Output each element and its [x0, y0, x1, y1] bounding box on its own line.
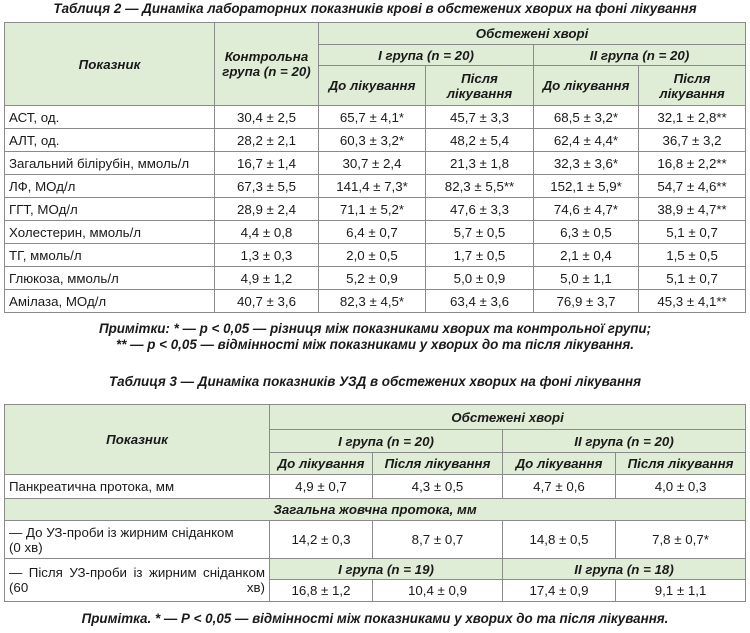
table2-cell-g1-after: 5,7 ± 0,5: [426, 221, 534, 244]
table2-row-name: ЛФ, МОд/л: [5, 175, 215, 198]
table2-cell-control: 16,7 ± 1,4: [215, 152, 319, 175]
table2-cell-control: 40,7 ± 3,6: [215, 290, 319, 313]
table3-header-g1-after: Після лікування: [373, 453, 503, 475]
table2-cell-g1-after: 21,3 ± 1,8: [426, 152, 534, 175]
table2-cell-g2-before: 152,1 ± 5,9*: [534, 175, 639, 198]
table2-cell-control: 1,3 ± 0,3: [215, 244, 319, 267]
table2-row-name: ТГ, ммоль/л: [5, 244, 215, 267]
table2-cell-g1-after: 47,6 ± 3,3: [426, 198, 534, 221]
table3-pancreatic-g1-after: 4,3 ± 0,5: [373, 475, 503, 499]
table2-cell-g2-after: 32,1 ± 2,8**: [639, 106, 746, 129]
table2-cell-g1-before: 141,4 ± 7,3*: [319, 175, 426, 198]
table2-cell-g1-before: 6,4 ± 0,7: [319, 221, 426, 244]
table2-cell-g2-after: 1,5 ± 0,5: [639, 244, 746, 267]
table2-cell-control: 30,4 ± 2,5: [215, 106, 319, 129]
table2-cell-g1-after: 45,7 ± 3,3: [426, 106, 534, 129]
table3-note: Примітка. * — Р < 0,05 — відмінності між показниками у хворих до та після лікування.: [81, 611, 669, 626]
table2-row: [5, 290, 746, 313]
table2-header-group1: I група (n = 20): [319, 45, 534, 66]
table2-row: [5, 244, 746, 267]
table2: [4, 22, 746, 313]
table2-row: [5, 267, 746, 290]
table2-cell-g2-before: 68,5 ± 3,2*: [534, 106, 639, 129]
table2-row: [5, 106, 746, 129]
table2-cell-g2-before: 32,3 ± 3,6*: [534, 152, 639, 175]
table3-after-test-name-text: — Після УЗ-проби із жирним сніданком (60 хв): [9, 565, 265, 595]
table2-row-name: Загальний білірубін, ммоль/л: [5, 152, 215, 175]
table3-header-g2-after: Після лікування: [616, 453, 746, 475]
table2-cell-g1-before: 82,3 ± 4,5*: [319, 290, 426, 313]
table3-pancreatic-g1-before: 4,9 ± 0,7: [270, 475, 373, 499]
table3-before-test-g1-before: 14,2 ± 0,3: [270, 521, 373, 559]
table3-bile-section: Загальна жовчна протока, мм: [5, 499, 746, 521]
table2-row: [5, 152, 746, 175]
table2-cell-g1-before: 2,0 ± 0,5: [319, 244, 426, 267]
table2-cell-g2-before: 74,6 ± 4,7*: [534, 198, 639, 221]
table3-after-test-g1-after: 10,4 ± 0,9: [373, 580, 503, 602]
table2-note-line1: Примітки: * — р < 0,05 — різниця між показниками хворих та контрольної групи;: [98, 321, 652, 336]
table2-cell-g2-after: 45,3 ± 4,1**: [639, 290, 746, 313]
table2-cell-control: 28,9 ± 2,4: [215, 198, 319, 221]
table2-caption: Таблиця 2 — Динаміка лабораторних показників крові в обстежених хворих на фоні лікування: [53, 1, 697, 16]
table2-cell-g1-before: 30,7 ± 2,4: [319, 152, 426, 175]
table3-pancreatic-g2-after: 4,0 ± 0,3: [616, 475, 746, 499]
table2-cell-g2-after: 16,8 ± 2,2**: [639, 152, 746, 175]
table3: [4, 404, 746, 602]
table3-before-test-name-line2: (0 хв): [9, 539, 43, 555]
table3-pancreatic-g2-before: 4,7 ± 0,6: [503, 475, 616, 499]
table2-cell-g2-before: 2,1 ± 0,4: [534, 244, 639, 267]
table3-header-examined: Обстежені хворі: [270, 405, 746, 430]
table3-row-before-test: [5, 521, 746, 559]
table2-cell-g1-before: 5,2 ± 0,9: [319, 267, 426, 290]
table2-cell-control: 4,9 ± 1,2: [215, 267, 319, 290]
table2-header-group2: II група (n = 20): [534, 45, 746, 66]
table2-cell-control: 4,4 ± 0,8: [215, 221, 319, 244]
table2-cell-g2-before: 5,0 ± 1,1: [534, 267, 639, 290]
table2-row: [5, 175, 746, 198]
table2-header-control: Контрольна група (n = 20): [215, 23, 319, 106]
table2-row-name: ГГТ, МОд/л: [5, 198, 215, 221]
table2-cell-g2-after: 36,7 ± 3,2: [639, 129, 746, 152]
table2-cell-g2-after: 5,1 ± 0,7: [639, 221, 746, 244]
table2-cell-control: 67,3 ± 5,5: [215, 175, 319, 198]
table2-cell-g2-before: 6,3 ± 0,5: [534, 221, 639, 244]
table2-row: [5, 198, 746, 221]
table2-cell-g1-before: 60,3 ± 3,2*: [319, 129, 426, 152]
table2-cell-g2-after: 38,9 ± 4,7**: [639, 198, 746, 221]
table3-header-g2-before: До лікування: [503, 453, 616, 475]
table2-header-g1-after: Після лікування: [426, 66, 534, 106]
table2-row: [5, 129, 746, 152]
table3-before-test-name-line1: — До УЗ-проби із жирним сніданком: [9, 524, 234, 540]
table3-header-group2: II група (n = 20): [503, 430, 746, 453]
table2-cell-g1-before: 65,7 ± 4,1*: [319, 106, 426, 129]
table3-header-group1: I група (n = 20): [270, 430, 503, 453]
table2-cell-g1-after: 63,4 ± 3,6: [426, 290, 534, 313]
table3-before-test-g1-after: 8,7 ± 0,7: [373, 521, 503, 559]
table3-before-test-g2-after: 7,8 ± 0,7*: [616, 521, 746, 559]
table2-header-examined: Обстежені хворі: [319, 23, 746, 45]
table3-after-test-group2-sub: II група (n = 18): [503, 559, 746, 580]
table3-after-test-name: [5, 559, 270, 602]
table3-row-pancreatic: [5, 475, 746, 499]
table2-cell-g2-before: 62,4 ± 4,4*: [534, 129, 639, 152]
table3-after-test-g1-before: 16,8 ± 1,2: [270, 580, 373, 602]
table2-header-g1-before: До лікування: [319, 66, 426, 106]
table2-row-name: Холестерин, ммоль/л: [5, 221, 215, 244]
table3-caption: Таблиця 3 — Динаміка показників УЗД в обстежених хворих на фоні лікування: [108, 374, 642, 389]
table2-cell-g1-after: 1,7 ± 0,5: [426, 244, 534, 267]
table3-pancreatic-name: Панкреатична протока, мм: [5, 475, 270, 499]
table3-header-g1-before: До лікування: [270, 453, 373, 475]
table3-after-test-g2-before: 17,4 ± 0,9: [503, 580, 616, 602]
table3-before-test-g2-before: 14,8 ± 0,5: [503, 521, 616, 559]
table3-before-test-name: [5, 521, 270, 559]
table2-cell-g2-after: 54,7 ± 4,6**: [639, 175, 746, 198]
table2-header-g2-before: До лікування: [534, 66, 639, 106]
table2-cell-g1-after: 48,2 ± 5,4: [426, 129, 534, 152]
table2-row: [5, 221, 746, 244]
table2-note-line2: ** — р < 0,05 — відмінності між показниками у хворих до та після лікування.: [116, 337, 634, 352]
table2-header-indicator: Показник: [5, 23, 215, 106]
table2-row-name: АСТ, од.: [5, 106, 215, 129]
table2-header-g2-after: Після лікування: [639, 66, 746, 106]
table3-after-test-group1-sub: I група (n = 19): [270, 559, 503, 580]
table2-row-name: АЛТ, од.: [5, 129, 215, 152]
table2-cell-g2-before: 76,9 ± 3,7: [534, 290, 639, 313]
table3-after-test-g2-after: 9,1 ± 1,1: [616, 580, 746, 602]
table2-cell-g1-before: 71,1 ± 5,2*: [319, 198, 426, 221]
table2-cell-g2-after: 5,1 ± 0,7: [639, 267, 746, 290]
table2-row-name: Глюкоза, ммоль/л: [5, 267, 215, 290]
table3-header-indicator: Показник: [5, 405, 270, 475]
table2-row-name: Амілаза, МОд/л: [5, 290, 215, 313]
table2-cell-control: 28,2 ± 2,1: [215, 129, 319, 152]
table2-cell-g1-after: 82,3 ± 5,5**: [426, 175, 534, 198]
table2-cell-g1-after: 5,0 ± 0,9: [426, 267, 534, 290]
